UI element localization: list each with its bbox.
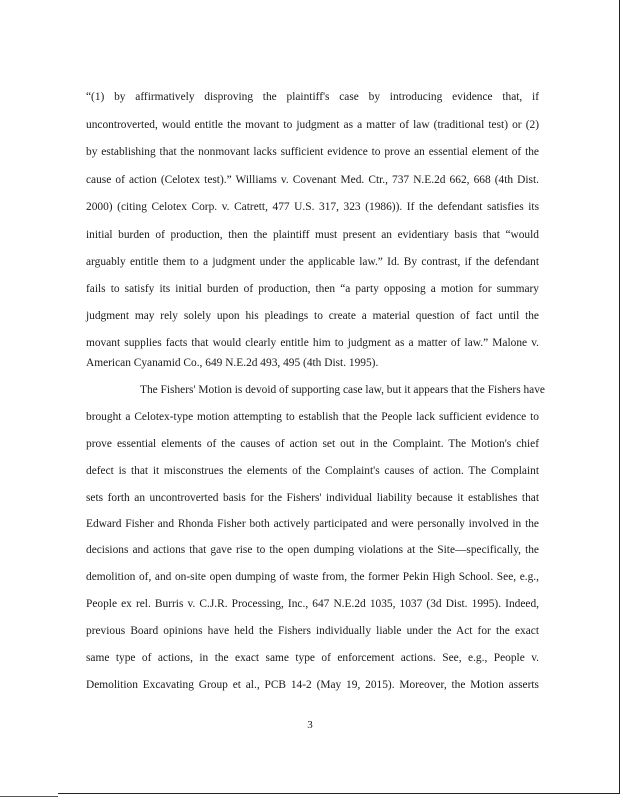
text-line: by establishing that the nonmovant lacks sufficient evidence to prove an essential element of the xyxy=(86,146,539,158)
text-line: brought a Celotex-type motion attempting to establish that the People lack sufficient evidence to xyxy=(86,411,539,423)
text-line: previous Board opinions have held the Fishers individually liable under the Act for the exact xyxy=(86,625,539,637)
text-line: arguably entitle them to a judgment under the applicable law.” Id. By contrast, if the defendant xyxy=(86,256,539,268)
page-border-right xyxy=(619,0,620,794)
text-line: fails to satisfy its initial burden of production, then “a party opposing a motion for summary xyxy=(86,283,539,295)
page-border-bottom-left xyxy=(0,796,58,797)
text-line: Demolition Excavating Group et al., PCB 14-2 (May 19, 2015). Moreover, the Motion asserts xyxy=(86,679,539,691)
text-line: decisions and actions that gave rise to the open dumping violations at the Site—specifically, the xyxy=(86,544,539,556)
text-line: The Fishers' Motion is devoid of supporting case law, but it appears that the Fishers have xyxy=(140,384,545,396)
text-line: same type of actions, in the exact same type of enforcement actions. See, e.g., People v. xyxy=(86,652,539,664)
text-line: “(1) by affirmatively disproving the plaintiff's case by introducing evidence that, if xyxy=(86,91,539,103)
text-line: judgment may rely solely upon his pleadings to create a material question of fact until the xyxy=(86,310,539,322)
text-line: People ex rel. Burris v. C.J.R. Processing, Inc., 647 N.E.2d 1035, 1037 (3d Dist. 1995). Indeed, xyxy=(86,598,539,610)
text-line: demolition of, and on-site open dumping of waste from, the former Pekin High School. See, e.g., xyxy=(86,571,539,583)
text-line: uncontroverted, would entitle the movant to judgment as a matter of law (traditional test) or (2) xyxy=(86,119,539,131)
text-line: defect is that it misconstrues the elements of the Complaint's causes of action. The Complaint xyxy=(86,465,539,477)
text-line: sets forth an uncontroverted basis for the Fishers' individual liability because it establishes that xyxy=(86,492,539,504)
text-line: prove essential elements of the causes of action set out in the Complaint. The Motion's chief xyxy=(86,438,539,450)
page-number: 3 xyxy=(307,719,313,731)
text-line: 2000) (citing Celotex Corp. v. Catrett, 477 U.S. 317, 323 (1986)). If the defendant satisfies its xyxy=(86,201,539,213)
page-border-bottom xyxy=(58,793,620,794)
text-line: movant supplies facts that would clearly entitle him to judgment as a matter of law.” Malone v. xyxy=(86,337,539,349)
text-line: Edward Fisher and Rhonda Fisher both actively participated and were personally involved in the xyxy=(86,518,539,530)
text-line: cause of action (Celotex test).” Williams v. Covenant Med. Ctr., 737 N.E.2d 662, 668 (4th Dist. xyxy=(86,174,539,186)
text-line: initial burden of production, then the plaintiff must present an evidentiary basis that “would xyxy=(86,229,539,241)
text-line: American Cyanamid Co., 649 N.E.2d 493, 495 (4th Dist. 1995). xyxy=(86,357,379,369)
